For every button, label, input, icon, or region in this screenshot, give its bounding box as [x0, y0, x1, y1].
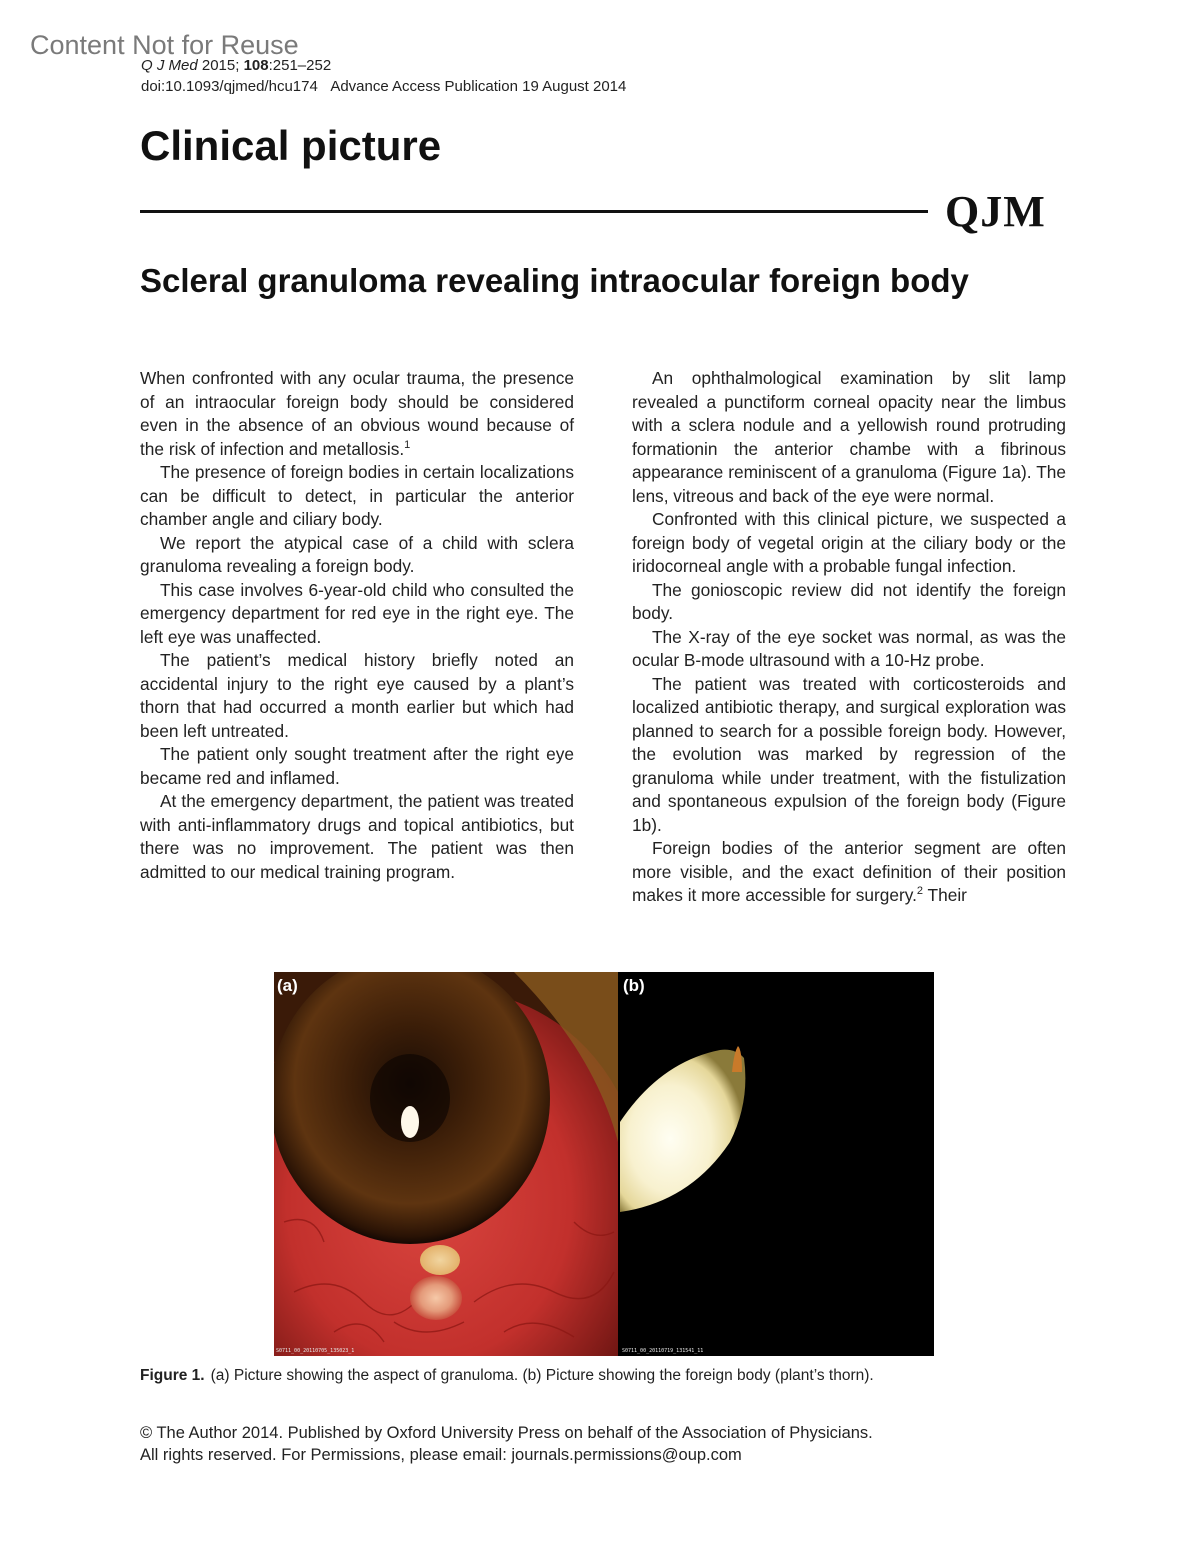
panel-a-stamp: S0711_00_20110705_135023_1: [276, 1348, 355, 1354]
figure-panel-b: [620, 972, 934, 1356]
paragraph-text: When confronted with any ocular trauma, the presence of an intraocular foreign body should be considered even in the absence of an obvious wound because of the risk of infection and metallosis.: [140, 368, 574, 459]
citation-year: 2015;: [197, 57, 244, 74]
paragraph-text: The patient only sought treatment after the right eye became red and inflamed.: [140, 744, 574, 788]
body-paragraph: [140, 790, 574, 884]
figure-caption: [140, 1367, 1070, 1385]
watermark: Content Not for Reuse: [30, 30, 299, 60]
body-paragraph: [140, 743, 574, 790]
caption-label: Figure 1.: [140, 1367, 205, 1384]
body-paragraph: [632, 626, 1066, 673]
caption-text: (a) Picture showing the aspect of granuloma. (b) Picture showing the foreign body (plant’s thorn).: [210, 1367, 874, 1384]
panel-b-stamp: S0711_00_20110719_131541_11: [622, 1348, 704, 1354]
journal-abbrev: Q J Med: [141, 57, 198, 74]
paragraph-text: We report the atypical case of a child with sclera granuloma revealing a foreign body.: [140, 532, 574, 576]
body-paragraph: [140, 461, 574, 532]
paragraph-text: Confronted with this clinical picture, we suspected a foreign body of vegetal origin at the ciliary body or the iridocorneal angle with a probable fungal infection.: [632, 509, 1066, 576]
body-paragraph: [632, 579, 1066, 626]
citation-line: [141, 55, 626, 76]
body-paragraph: [140, 579, 574, 650]
right-column: [632, 367, 1066, 908]
header-rule: [140, 210, 928, 213]
panel-b-label: (b): [623, 976, 645, 995]
paragraph-text: An ophthalmological examination by slit lamp revealed a punctiform corneal opacity near the limbus with a sclera nodule and a yellowish round protruding formationin the anterior chambe with a fibrinous appearance reminiscent of a granuloma (Figure 1a). The lens, vitreous and back of the eye were normal.: [632, 368, 1066, 506]
paragraph-tail: Their: [923, 885, 967, 905]
copyright-line-2: All rights reserved. For Permissions, please email: journals.permissions@oup.com: [140, 1446, 742, 1464]
reference-marker: 1: [404, 438, 411, 451]
paragraph-text: At the emergency department, the patient was treated with anti-inflammatory drugs and topical antibiotics, but there was no improvement. The patient was then admitted to our medical training program.: [140, 791, 574, 882]
body-paragraph: [140, 649, 574, 743]
figure-panel-a: [274, 972, 618, 1356]
citation-volume: 108: [243, 57, 269, 74]
article-kind: Clinical picture: [140, 122, 442, 169]
body-paragraph: [632, 673, 1066, 838]
paragraph-text: The presence of foreign bodies in certain localizations can be difficult to detect, in particular the anterior chamber angle and ciliary body.: [140, 462, 574, 529]
thorn-photo-illustration: [620, 972, 934, 1356]
paragraph-text: This case involves 6-year-old child who consulted the emergency department for red eye in the right eye. The left eye was unaffected.: [140, 579, 574, 647]
figure-1: [274, 972, 934, 1356]
article-title: Scleral granuloma revealing intraocular foreign body: [140, 262, 969, 299]
reference-marker: 2: [916, 885, 924, 898]
body-paragraph: [632, 837, 1066, 908]
paragraph-text: The patient was treated with corticosteroids and localized antibiotic therapy, and surgical exploration was planned to search for a possible foreign body. However, the evolution was marked by regression of the granuloma while under treatment, with the fistulization and spontaneous expulsion of the foreign body (Figure 1b).: [632, 673, 1066, 835]
journal-logo: QJM: [945, 187, 1046, 236]
citation-pages: :251–252: [268, 57, 332, 74]
paragraph-text: The X-ray of the eye socket was normal, as was the ocular B-mode ultrasound with a 10-Hz probe.: [632, 626, 1066, 670]
body-paragraph: [140, 367, 574, 461]
copyright-line-1: © The Author 2014. Published by Oxford University Press on behalf of the Association of Physicians.: [140, 1424, 873, 1442]
doi: doi:10.1093/qjmed/hcu174: [141, 78, 318, 95]
body-paragraph: [632, 367, 1066, 508]
paragraph-text: The gonioscopic review did not identify the foreign body.: [632, 579, 1066, 623]
copyright-notice: [140, 1422, 1070, 1466]
panel-a-label: (a): [277, 976, 298, 995]
left-column: [140, 367, 574, 884]
citation-block: [141, 55, 626, 97]
body-paragraph: [140, 532, 574, 579]
paragraph-text: Foreign bodies of the anterior segment are often more visible, and the exact definition of their position makes it more accessible for surgery.: [632, 838, 1066, 905]
doi-line: [141, 76, 626, 97]
paragraph-text: The patient’s medical history briefly noted an accidental injury to the right eye caused by a plant’s thorn that had occurred a month earlier but which had been left untreated.: [140, 650, 574, 741]
eye-photo-illustration: [274, 972, 618, 1356]
body-paragraph: [632, 508, 1066, 579]
advance-access: Advance Access Publication 19 August 2014: [330, 78, 627, 95]
